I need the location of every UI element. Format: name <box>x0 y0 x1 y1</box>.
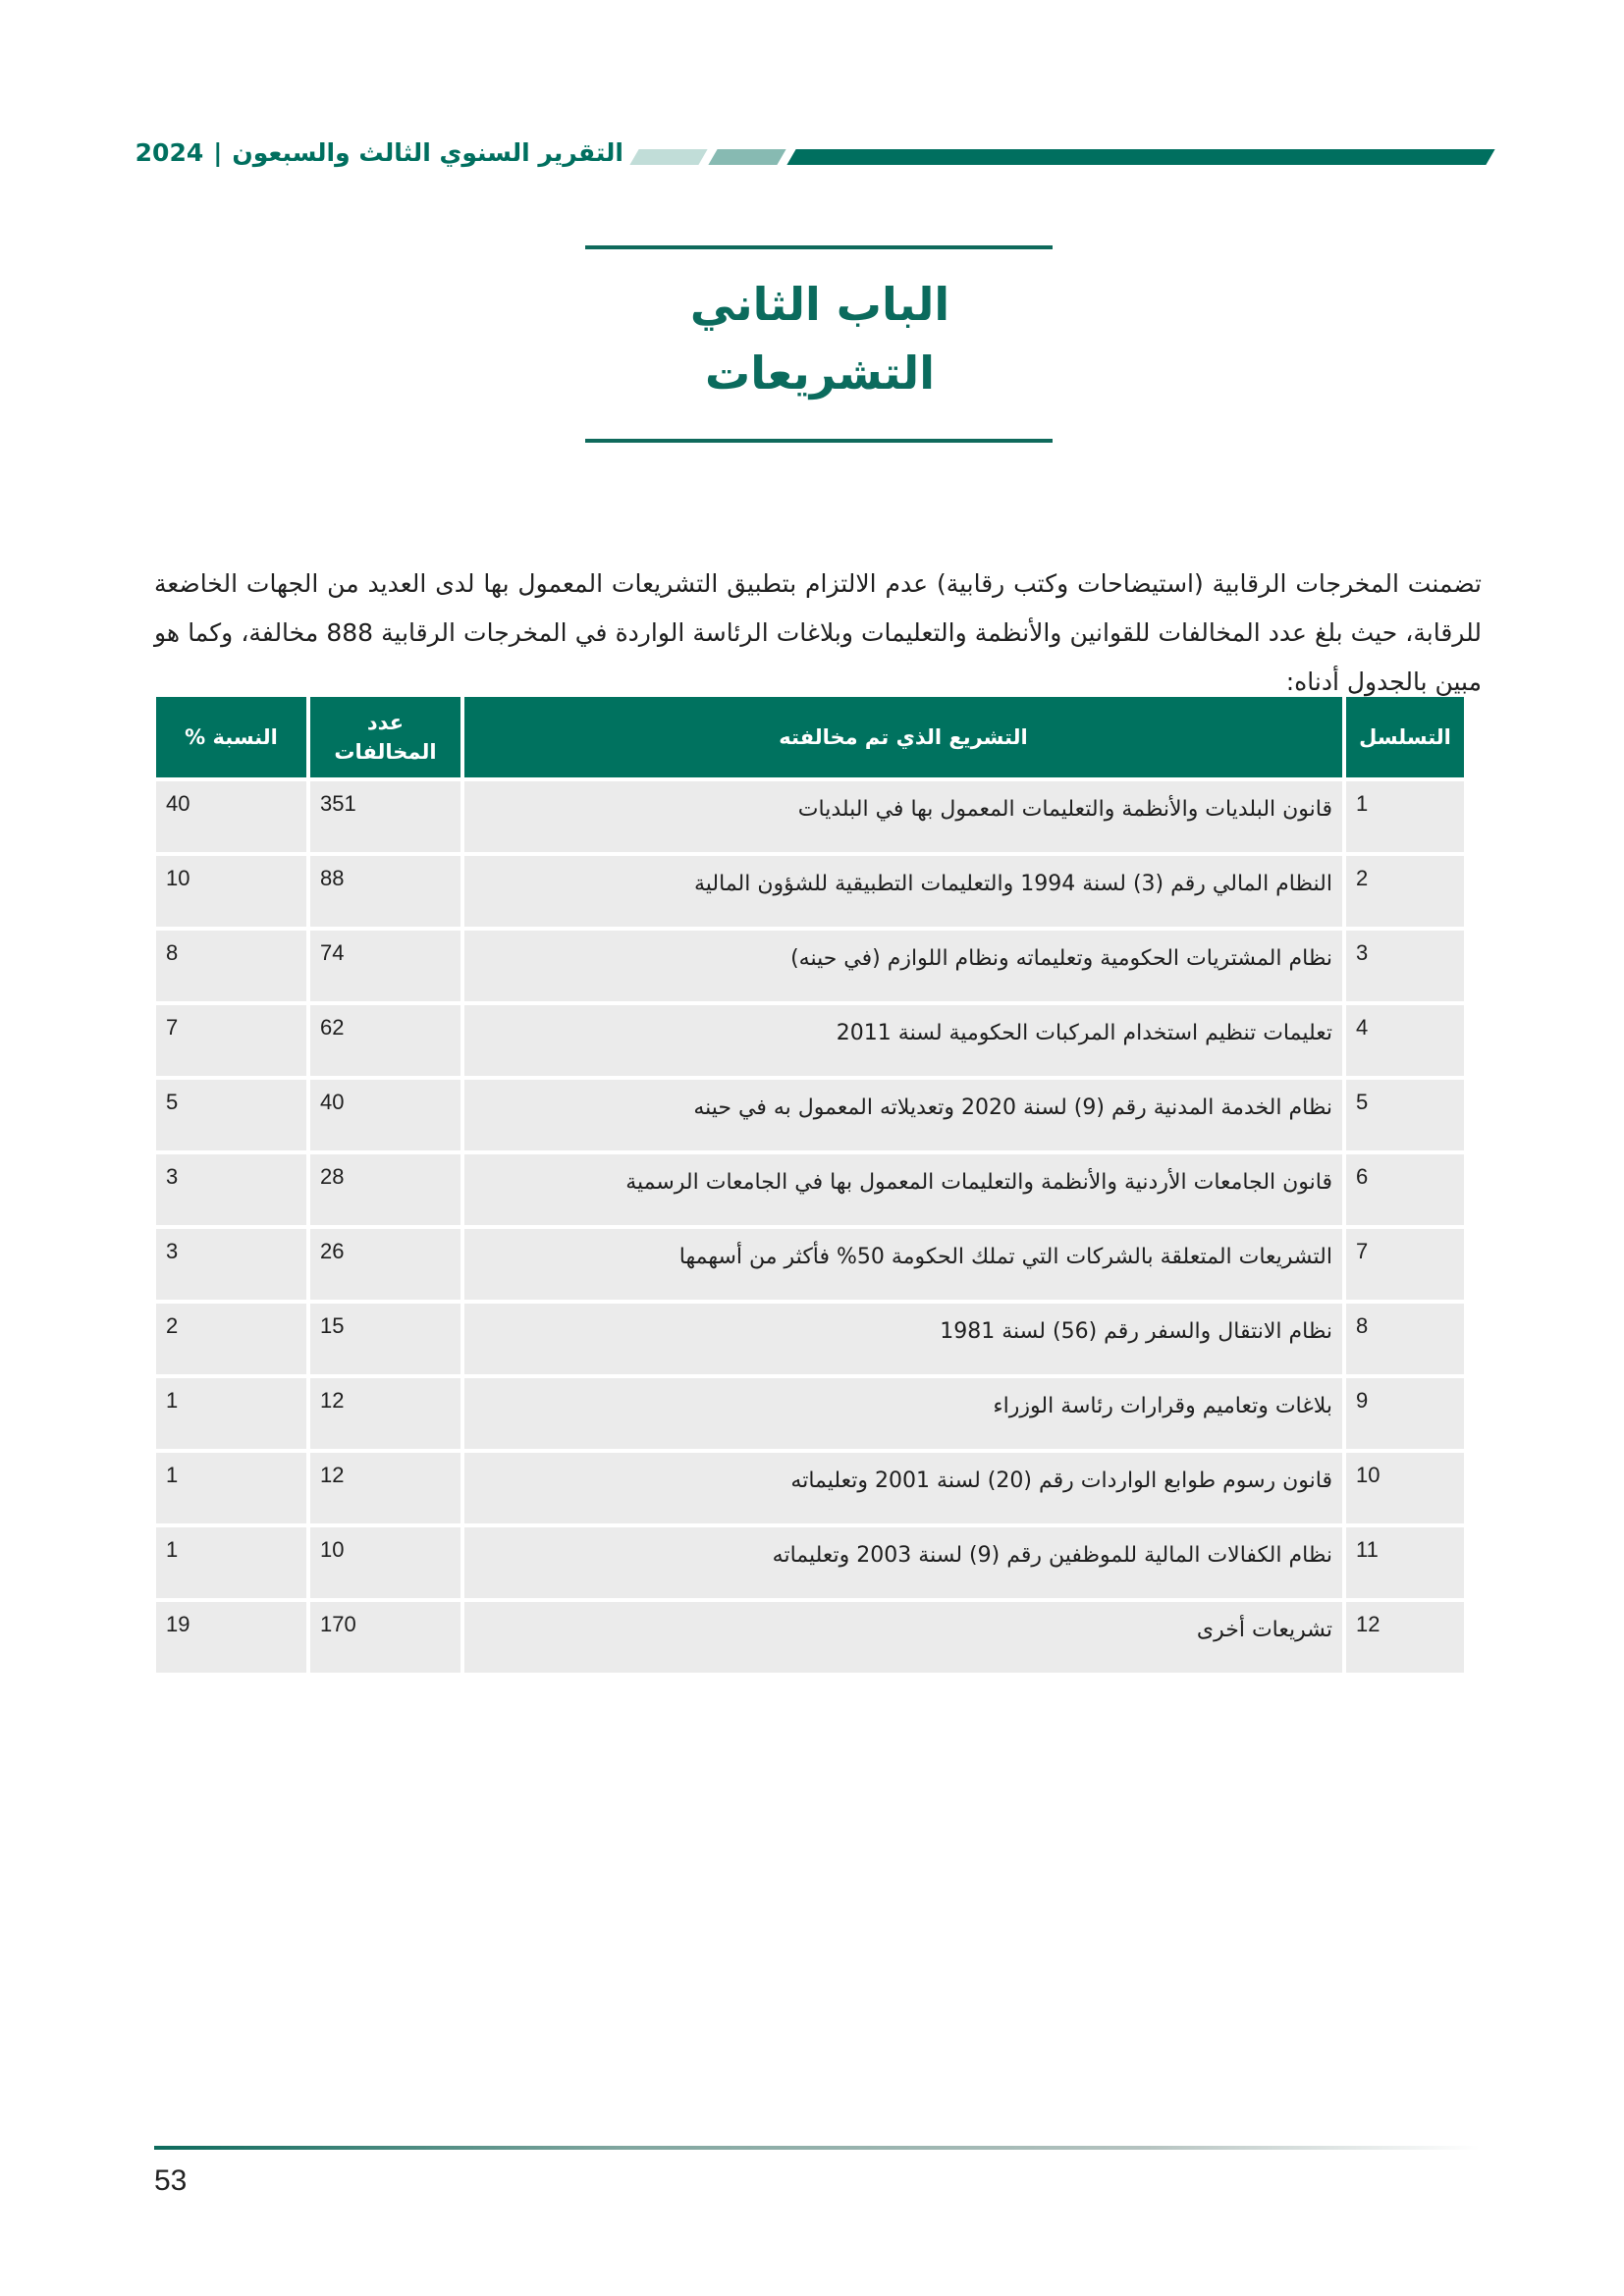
cell-count: 10 <box>310 1527 460 1598</box>
table-row <box>156 1378 1464 1449</box>
cell-seq: 3 <box>1346 931 1464 1001</box>
cell-legislation: النظام المالي رقم (3) لسنة 1994 والتعليمات التطبيقية للشؤون المالية <box>464 856 1342 927</box>
header-bar-segment-light <box>629 149 707 165</box>
cell-count: 170 <box>310 1602 460 1673</box>
table-row <box>156 1229 1464 1300</box>
footer-rule <box>154 2146 1480 2150</box>
table-row <box>156 931 1464 1001</box>
header-separator: | <box>213 138 223 167</box>
cell-percent: 1 <box>156 1453 306 1523</box>
header-legislation: التشريع الذي تم مخالفته <box>464 697 1342 777</box>
table-row <box>156 1080 1464 1150</box>
cell-percent: 1 <box>156 1527 306 1598</box>
table-header-row <box>156 697 1464 777</box>
cell-legislation: نظام الخدمة المدنية رقم (9) لسنة 2020 وتعديلاته المعمول به في حينه <box>464 1080 1342 1150</box>
chapter-rule-bottom <box>585 439 1053 443</box>
cell-seq: 5 <box>1346 1080 1464 1150</box>
cell-legislation: نظام الكفالات المالية للموظفين رقم (9) لسنة 2003 وتعليماته <box>464 1527 1342 1598</box>
cell-seq: 11 <box>1346 1527 1464 1598</box>
cell-count: 88 <box>310 856 460 927</box>
cell-count: 40 <box>310 1080 460 1150</box>
cell-legislation: نظام المشتريات الحكومية وتعليماته ونظام اللوازم (في حينه) <box>464 931 1342 1001</box>
chapter-title <box>550 270 1090 407</box>
intro-paragraph: تضمنت المخرجات الرقابية (استيضاحات وكتب رقابية) عدم الالتزام بتطبيق التشريعات المعمول بها لدى العديد من الجهات الخاضعة للرقابة، حيث بلغ عدد المخالفات للقوانين والأنظمة والتعليمات وبلاغات الرئاسة الواردة في المخرجات الرقابية 888 مخالفة، وكما هو مبين بالجدول أدناه: <box>154 569 1482 696</box>
cell-legislation: بلاغات وتعاميم وقرارات رئاسة الوزراء <box>464 1378 1342 1449</box>
cell-percent: 40 <box>156 781 306 852</box>
table-row <box>156 1304 1464 1374</box>
cell-legislation: قانون الجامعات الأردنية والأنظمة والتعليمات المعمول بها في الجامعات الرسمية <box>464 1154 1342 1225</box>
cell-legislation: نظام الانتقال والسفر رقم (56) لسنة 1981 <box>464 1304 1342 1374</box>
cell-count: 74 <box>310 931 460 1001</box>
cell-percent: 10 <box>156 856 306 927</box>
cell-count: 26 <box>310 1229 460 1300</box>
cell-count: 28 <box>310 1154 460 1225</box>
cell-percent: 3 <box>156 1154 306 1225</box>
cell-seq: 6 <box>1346 1154 1464 1225</box>
chapter-rule-top <box>585 245 1053 249</box>
report-year: 2024 <box>135 138 204 167</box>
table-row <box>156 1005 1464 1076</box>
table-row <box>156 781 1464 852</box>
cell-seq: 4 <box>1346 1005 1464 1076</box>
cell-seq: 7 <box>1346 1229 1464 1300</box>
chapter-number: الباب الثاني <box>689 278 950 331</box>
legislation-violations-table <box>152 693 1468 1677</box>
cell-seq: 10 <box>1346 1453 1464 1523</box>
header-seq: التسلسل <box>1346 697 1464 777</box>
cell-legislation: تشريعات أخرى <box>464 1602 1342 1673</box>
header-decorative-bar <box>630 149 1483 165</box>
table-row <box>156 856 1464 927</box>
cell-legislation: قانون البلديات والأنظمة والتعليمات المعمول بها في البلديات <box>464 781 1342 852</box>
cell-percent: 5 <box>156 1080 306 1150</box>
page-number: 53 <box>154 2164 188 2197</box>
cell-count: 12 <box>310 1378 460 1449</box>
cell-legislation: قانون رسوم طوابع الواردات رقم (20) لسنة 2001 وتعليماته <box>464 1453 1342 1523</box>
cell-seq: 8 <box>1346 1304 1464 1374</box>
cell-seq: 2 <box>1346 856 1464 927</box>
cell-seq: 9 <box>1346 1378 1464 1449</box>
table-row <box>156 1602 1464 1673</box>
table-row <box>156 1453 1464 1523</box>
chapter-name: التشريعات <box>705 347 935 400</box>
cell-percent: 8 <box>156 931 306 1001</box>
cell-percent: 7 <box>156 1005 306 1076</box>
cell-count: 12 <box>310 1453 460 1523</box>
running-header <box>135 133 623 173</box>
cell-percent: 2 <box>156 1304 306 1374</box>
cell-legislation: تعليمات تنظيم استخدام المركبات الحكومية لسنة 2011 <box>464 1005 1342 1076</box>
cell-legislation: التشريعات المتعلقة بالشركات التي تملك الحكومة 50% فأكثر من أسهمها <box>464 1229 1342 1300</box>
table-row <box>156 1154 1464 1225</box>
cell-count: 15 <box>310 1304 460 1374</box>
cell-count: 351 <box>310 781 460 852</box>
cell-percent: 1 <box>156 1378 306 1449</box>
cell-seq: 1 <box>1346 781 1464 852</box>
table-row <box>156 1527 1464 1598</box>
cell-percent: 19 <box>156 1602 306 1673</box>
header-count: عدد المخالفات <box>310 697 460 777</box>
cell-seq: 12 <box>1346 1602 1464 1673</box>
header-percent: النسبة % <box>156 697 306 777</box>
header-bar-segment-mid <box>708 149 785 165</box>
report-title: التقرير السنوي الثالث والسبعون <box>232 138 623 167</box>
header-bar-segment-dark <box>786 149 1494 165</box>
cell-percent: 3 <box>156 1229 306 1300</box>
cell-count: 62 <box>310 1005 460 1076</box>
